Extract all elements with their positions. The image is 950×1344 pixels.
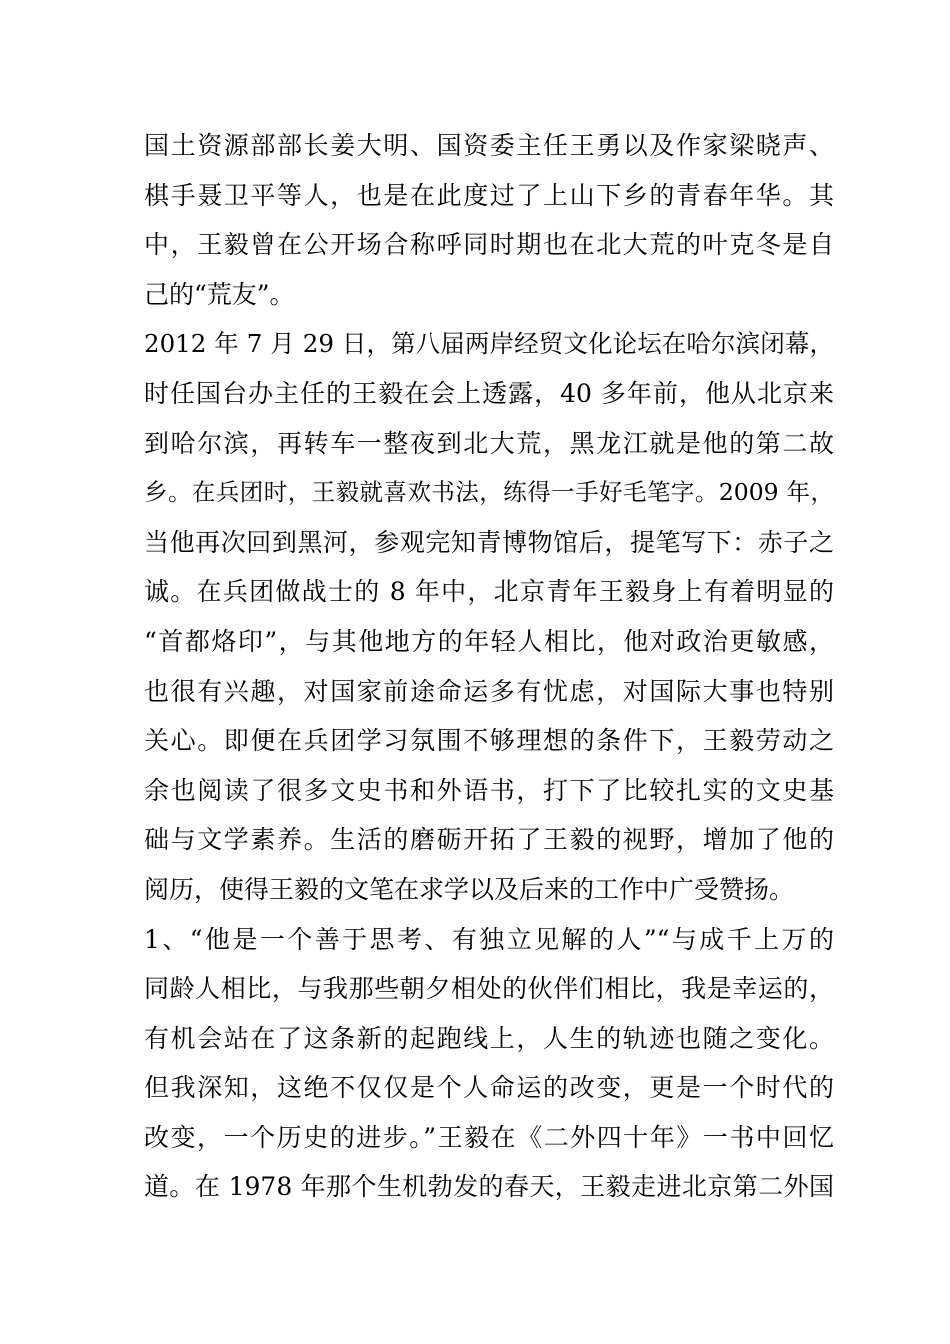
text-line: 改变，一个历史的进步。”王毅在《二外四十年》一书中回忆 <box>144 1122 834 1152</box>
text-line: 诚。在兵团做战士的 8 年中，北京青年王毅身上有着明显的 <box>144 577 834 607</box>
text-line: “首都烙印”，与其他地方的年轻人相比，他对政治更敏感， <box>144 626 834 656</box>
text-line: 也很有兴趣，对国家前途命运多有忧虑，对国际大事也特别 <box>144 676 834 706</box>
text-line: 2012 年 7 月 29 日，第八届两岸经贸文化论坛在哈尔滨闭幕， <box>144 329 834 359</box>
text-line: 中，王毅曾在公开场合称呼同时期也在北大荒的叶克冬是自 <box>144 230 834 260</box>
text-line: 阅历，使得王毅的文笔在求学以及后来的工作中广受赞扬。 <box>144 874 795 904</box>
text-line: 国土资源部部长姜大明、国资委主任王勇以及作家梁晓声、 <box>144 131 834 160</box>
text-line: 道。在 1978 年那个生机勃发的春天，王毅走进北京第二外国 <box>144 1172 834 1202</box>
text-line: 己的“荒友”。 <box>144 279 295 309</box>
body-text <box>144 121 834 1212</box>
text-line: 余也阅读了很多文史书和外语书，打下了比较扎实的文史基 <box>144 775 834 805</box>
text-line: 同龄人相比，与我那些朝夕相处的伙伴们相比，我是幸运的， <box>144 974 834 1004</box>
text-line: 到哈尔滨，再转车一整夜到北大荒，黑龙江就是他的第二故 <box>144 428 834 458</box>
text-line: 但我深知，这绝不仅仅是个人命运的改变，更是一个时代的 <box>144 1073 834 1103</box>
text-line: 1、“他是一个善于思考、有独立见解的人”“与成千上万的 <box>144 924 834 954</box>
text-line: 棋手聂卫平等人，也是在此度过了上山下乡的青春年华。其 <box>144 180 834 210</box>
text-line: 有机会站在了这条新的起跑线上，人生的轨迹也随之变化。 <box>144 1023 834 1053</box>
text-line: 础与文学素养。生活的磨砺开拓了王毅的视野，增加了他的 <box>144 825 834 855</box>
text-line: 乡。在兵团时，王毅就喜欢书法，练得一手好毛笔字。2009 年， <box>144 478 834 507</box>
text-line: 关心。即便在兵团学习氛围不够理想的条件下，王毅劳动之 <box>144 726 834 756</box>
text-line: 当他再次回到黑河，参观完知青博物馆后，提笔写下：赤子之 <box>144 527 834 557</box>
text-line: 时任国台办主任的王毅在会上透露，40 多年前，他从北京来 <box>144 378 834 408</box>
